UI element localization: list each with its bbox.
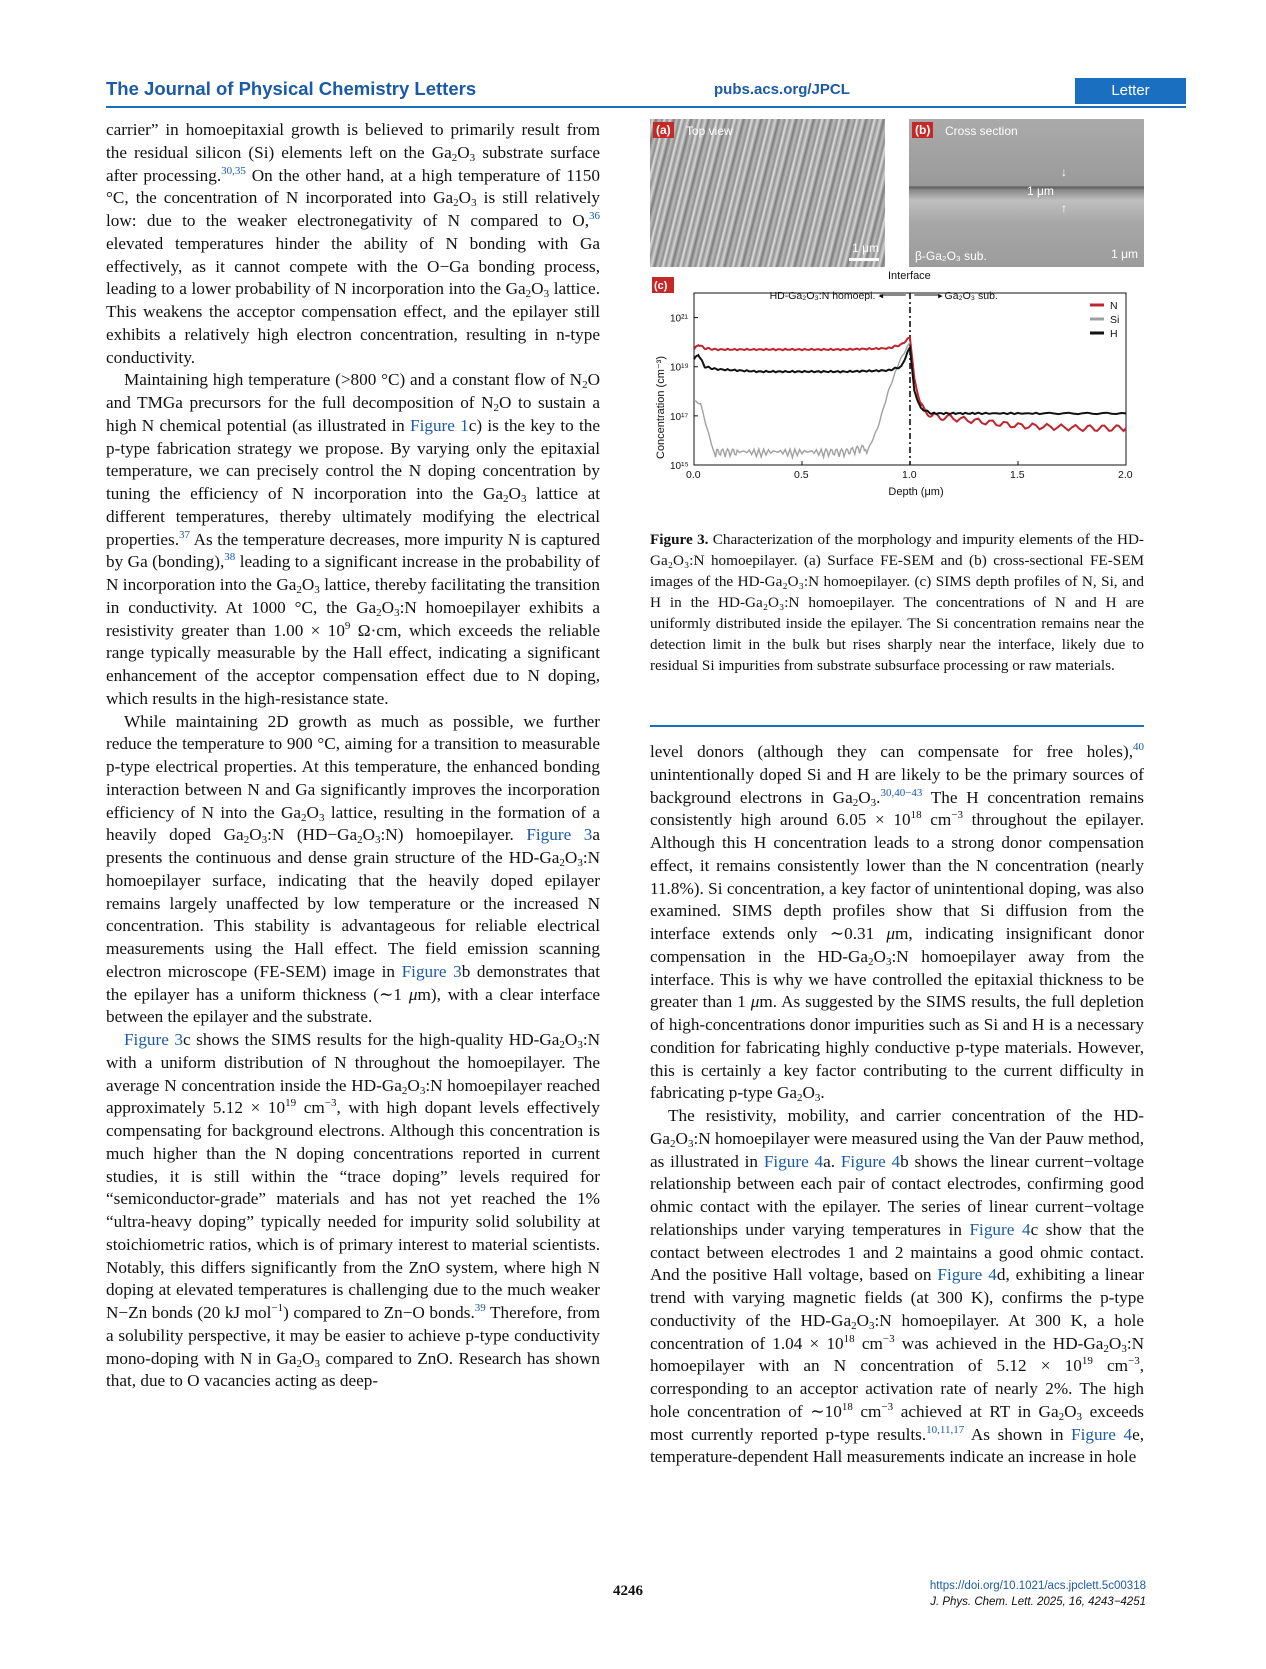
doi-link[interactable]: https://doi.org/10.1021/acs.jpclett.5c00318: [929, 1580, 1146, 1592]
y-tick-label: 10¹⁹: [670, 362, 689, 374]
paragraph: carrier” in homoepitaxial growth is believed to primarily result from the residual silicon (Si) elements left on the $Ga_2O_3$ substrate surface after processing.$^{30,35}$ On the other hand, at a high temperature of 1150 °C, the concentration of N incorporated into $Ga_2O_3$ is still relatively low: due to the weaker electronegativity of N compared to O,$^{36}$ elevated temperatures hinder the ability of N bonding with Ga effectively, as it cannot compete with the O−Ga bonding process, leading to a lower probability of N incorporation into the $Ga_2O_3$ lattice. This weakens the acceptor compensation effect, and the epilayer still exhibits a relatively high electron concentration, resulting in n-type conductivity.: [106, 120, 600, 367]
figure-link[interactable]: Figure 4: [763, 1151, 824, 1171]
journal-title: The Journal of Physical Chemistry Letters: [106, 78, 477, 99]
scale-bar-label: 1 μm: [1111, 247, 1138, 261]
journal-url-link[interactable]: pubs.acs.org/JPCL: [714, 81, 850, 98]
figure-link[interactable]: Figure 1: [410, 415, 469, 435]
paragraph: The resistivity, mobility, and carrier concentration of the $HD-Ga_2O_3:N$ homoepilayer were measured using the Van der Pauw method, as illustrated in Figure 4a. Figure 4b shows the linear current−voltage relationship between each pair of contact electrodes, confirming good ohmic contact with the epilayer. The series of linear current−voltage relationships under varying temperatures in Figure 4c show that the contact between electrodes 1 and 2 maintains a good ohmic contact. And the positive Hall voltage, based on Figure 4d, exhibiting a linear trend with varying magnetic fields (at 300 K), confirms the p-type conductivity of the $HD-Ga_2O_3:N$ homoepilayer. At 300 K, a hole concentration of $1.04 \times 10^{18}$ $cm^{-3}$ was achieved in the $HD-Ga_2O_3:N$ homoepilayer with an N concentration of $5.12 \times 10^{19}$ $cm^{-3}$, corresponding to an acceptor activation rate of nearly 2%. The high hole concentration of $\sim 10^{18}$ $cm^{-3}$ achieved at RT in $Ga_2O_3$ exceeds most currently reported p-type results.$^{10,11,17}$ As shown in Figure 4e, temperature-dependent Hall measurements indicate an increase in hole: [650, 1106, 1145, 1467]
scale-bar-label: 1 μm: [852, 241, 879, 255]
panel-b-title: Cross section: [945, 124, 1018, 138]
citation-link[interactable]: 30,35: [221, 164, 246, 177]
arrow-right-icon: ▸: [938, 290, 943, 301]
figure-link[interactable]: Figure 4: [969, 1219, 1031, 1239]
citation-link[interactable]: 38: [224, 551, 236, 564]
y-tick-label: 10²¹: [670, 313, 688, 325]
right-column: [650, 741, 1144, 1469]
scale-bar: [849, 258, 879, 261]
x-tick-label: 1.0: [902, 469, 917, 481]
figure-link[interactable]: Figure 3: [124, 1030, 183, 1049]
y-tick-label: 10¹⁷: [670, 411, 689, 423]
panel-a-title: Top view: [686, 124, 733, 138]
x-tick-label: 2.0: [1118, 469, 1133, 481]
sem-cross-section-image: [909, 119, 1144, 267]
figure-link[interactable]: Figure 4: [1071, 1424, 1133, 1444]
panel-a-tag: (a): [653, 122, 674, 138]
y-tick-label: 10¹⁵: [670, 461, 689, 472]
caption-label: Figure 3.: [650, 531, 709, 548]
x-axis-label: Depth (μm): [888, 486, 944, 498]
legend-label-si: Si: [1110, 314, 1120, 326]
y-axis-label: Concentration (cm⁻³): [655, 355, 667, 459]
page-number: 4246: [613, 1583, 643, 1599]
interface-label: Interface: [888, 270, 931, 282]
article-type-badge: Letter: [1075, 78, 1186, 104]
x-tick-label: 0.0: [686, 469, 701, 481]
citation-info: J. Phys. Chem. Lett. 2025, 16, 4243−4251: [930, 1596, 1146, 1608]
figure-caption: [650, 529, 1144, 676]
legend-label-h: H: [1110, 328, 1118, 340]
caption-divider: [650, 725, 1144, 727]
header-divider: [106, 106, 1186, 108]
series-line-si: [694, 342, 910, 457]
arrow-up-icon: ↑: [1061, 201, 1067, 215]
sem-top-view-image: [650, 119, 885, 267]
x-tick-label: 0.5: [794, 469, 809, 481]
x-tick-label: 1.5: [1010, 469, 1025, 481]
sims-depth-profile-chart: [650, 269, 1144, 517]
arrow-down-icon: ↓: [1061, 165, 1067, 179]
citation-link[interactable]: 40: [1133, 741, 1144, 753]
substrate-region-label: Ga₂O₃ sub.: [944, 290, 998, 302]
paragraph: Figure 3c shows the SIMS results for the high-quality $HD-Ga_2O_3:N$ with a uniform distribution of N throughout the homoepilayer. The average N concentration inside the $HD-Ga_2O_3:N$ homoepilayer reached approximately $5.12 \times 10^{19}$ $cm^{-3}$, with high dopant levels effectively compensating for background electrons. Although this concentration is much higher than the N doping concentrations reported in current studies, it is still within the “trace doping” levels required for “semiconductor-grade” materials and has not yet reached the 1% “ultra-heavy doping” typically needed for impurity solid solubility at stoichiometric ratios, which is of primary interest to material scientists. Notably, this differs significantly from the ZnO system, where high N doping at elevated temperatures is challenging due to the much weaker N−Zn bonds (20 kJ mol$^{-1}$) compared to Zn−O bonds.$^{39}$ Therefore, from a solubility perspective, it may be easier to achieve p-type conductivity mono-doping with N in $Ga_2O_3$ compared to ZnO. Research has shown that, due to O vacancies acting as deep-: [106, 1030, 601, 1391]
epilayer-region-label: HD-Ga₂O₃:N homoepi.: [769, 290, 876, 302]
figure-link[interactable]: Figure 3: [526, 825, 593, 845]
arrow-left-icon: ◂: [878, 290, 884, 301]
substrate-label: β-Ga₂O₃ sub.: [915, 249, 987, 263]
figure-3: [650, 119, 1144, 517]
citation-link[interactable]: 30,40−43: [880, 786, 923, 799]
paragraph: Maintaining high temperature (>800 °C) and a constant flow of $N_2O$ and TMGa precursors for the full decomposition of $N_2O$ to sustain a high N chemical potential (as illustrated in Figure 1c) is the key to the p-type fabrication strategy we propose. By varying only the epitaxial temperature, we can precisely control the N doping concentration by tuning the efficiency of N incorporation into the $Ga_2O_3$ lattice at different temperatures, thereby ultimately modifying the electrical properties.$^{37}$ As the temperature decreases, more impurity N is captured by Ga (bonding),$^{38}$ leading to a significant increase in the probability of N incorporation into the $Ga_2O_3$ lattice, thereby facilitating the transition in conductivity. At 1000 °C, the $Ga_2O_3:N$ homoepilayer exhibits a resistivity greater than $1.00 \times 10^9$ Ω·cm, which exceeds the reliable range typically measurable by the Hall effect, indicating a significant enhancement of the acceptor compensation effect due to N doping, which results in the high-resistance state.: [106, 370, 601, 708]
citation-link[interactable]: 10,11,17: [926, 1423, 965, 1436]
panel-b-tag: (b): [912, 122, 933, 138]
figure-link[interactable]: Figure 4: [937, 1265, 997, 1285]
paragraph: level donors (although they can compensate for free holes),$^{40}$ unintentionally doped Si and H are likely to be the primary sources of background electrons in $Ga_2O_3.^{30,40-43}$ The H concentration remains consistently high around $6.05 \times 10^{18}$ $cm^{-3}$ throughout the epilayer. Although this H concentration leads to a strong donor compensation effect, it remains consistently lower than the N concentration (nearly 11.8%). Si concentration, a key factor of unintentional doping, was also examined. SIMS depth profiles show that Si diffusion from the interface extends only ∼0.31 μm, indicating insignificant donor compensation in the $HD-Ga_2O_3:N$ homoepilayer away from the interface. This is why we have controlled the epitaxial thickness to be greater than 1 μm. As suggested by the SIMS results, the full depletion of high-concentrations donor impurities such as Si and H is a necessary condition for fabricating highly conductive p-type materials. However, this is certainly a key factor contributing to the current difficulty in fabricating p-type $Ga_2O_3$.: [650, 741, 1145, 1105]
citation-link[interactable]: 36: [589, 210, 600, 222]
legend-label-n: N: [1110, 300, 1118, 312]
figure-link[interactable]: Figure 4: [840, 1151, 901, 1171]
citation-link[interactable]: 37: [179, 528, 191, 541]
thickness-label: 1 μm: [1027, 184, 1054, 198]
caption-text: Characterization of the morphology and impurity elements of the HD-Ga₂O₃:N homoepilayer. (a) Surface FE-SEM and (b) cross-sectional FE-SEM images of the HD-Ga₂O₃:N homoepilayer. (c) SIMS depth profiles of N, Si, and H in the HD-Ga₂O₃:N homoepilayer. The concentrations of N and H are uniformly distributed inside the epilayer. The Si concentration remains near the detection limit in the bulk but rises sharply near the interface, likely due to residual Si impurities from substrate subsurface processing or raw materials.: [650, 531, 1144, 674]
panel-c-tag: (c): [654, 280, 668, 292]
figure-link[interactable]: Figure 3: [401, 961, 462, 981]
left-column: [106, 119, 600, 1393]
citation-link[interactable]: 39: [474, 1302, 486, 1314]
paragraph: While maintaining 2D growth as much as possible, we further reduce the temperature to 900 °C, aiming for a transition to measurable p-type electrical properties. At this temperature, the enhanced bonding interaction between N and Ga significantly improves the incorporation efficiency of N into the $Ga_2O_3$ lattice, resulting in the formation of a heavily doped $Ga_2O_3:N$ $(HD-Ga_2O_3:N)$ homoepilayer. Figure 3a presents the continuous and dense grain structure of the $HD-Ga_2O_3:N$ homoepilayer surface, indicating that the heavily doped epilayer remains largely unaffected by low temperature or the increased N concentration. This stability is advantageous for reliable electrical measurements using the Hall effect. The field emission scanning electron microscope (FE-SEM) image in Figure 3b demonstrates that the epilayer has a uniform thickness (∼1 μm), with a clear interface between the epilayer and the substrate.: [106, 711, 600, 1027]
